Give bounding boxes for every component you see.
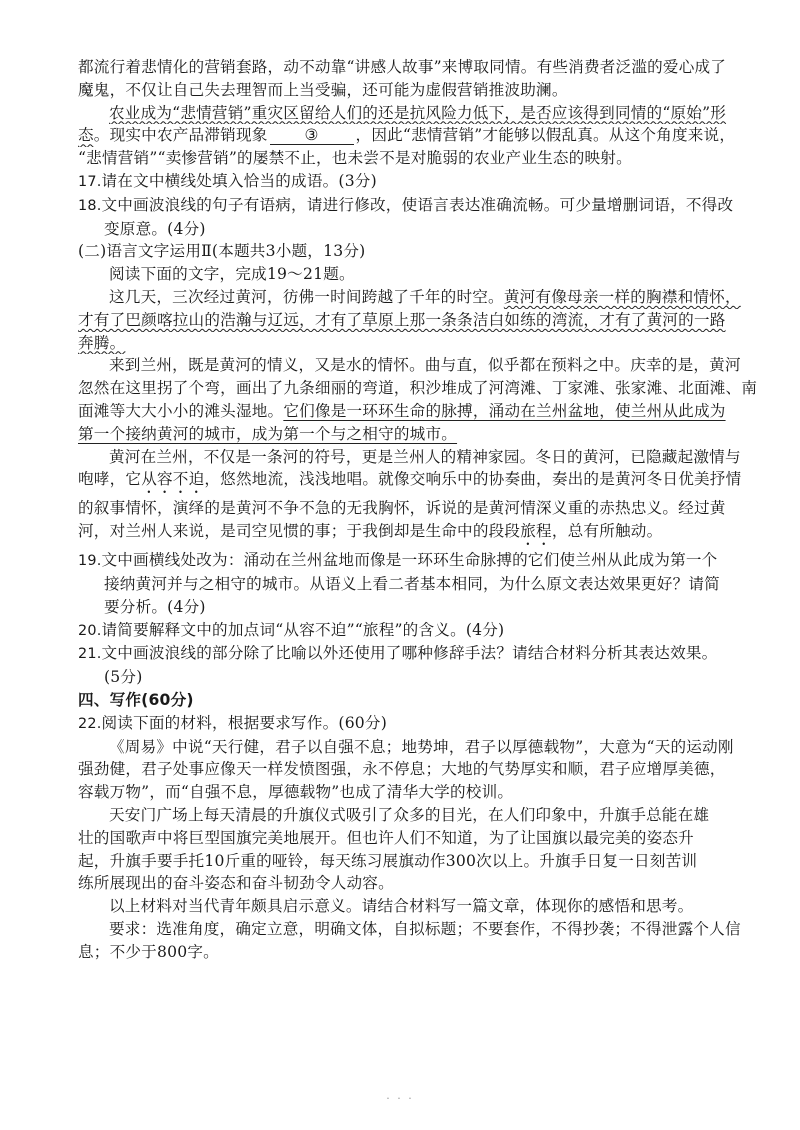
underlined-sentence: 它们像是一环环生命的脉搏，涌动在兰州盆地，使兰州从此成为 <box>283 401 726 420</box>
requirement-line: 息；不少于800字。 <box>78 942 219 961</box>
passage-line <box>78 468 772 497</box>
question-number: 20. <box>78 622 102 639</box>
question-text: 接纳黄河并与之相守的城市。从语义上看二者基本相同，为什么原文表达效果更好？请简 <box>104 574 720 593</box>
wavy-underlined-sentence: 黄河有像母亲一样的胸襟和情怀， <box>503 287 741 306</box>
question-number: 22. <box>78 715 102 732</box>
question-text: 请在文中横线处填入恰当的成语。(3分) <box>101 171 377 190</box>
passage-line <box>78 309 772 332</box>
section-intro: 阅读下面的文字，完成19～21题。 <box>109 265 355 284</box>
question-text: 变原意。(4分) <box>104 219 206 238</box>
material-line: 以上材料对当代青年颇具启示意义。请结合材料写一篇文章，体现你的感悟和思考。 <box>109 897 694 916</box>
text-span: 这几天，三次经过黄河，彷佛一时间跨越了千年的时空。 <box>109 287 504 306</box>
requirement-line: 要求：选准角度，确定立意，明确文体，自拟标题；不要套作，不得抄袭；不得泄露个人信 <box>109 919 741 938</box>
wavy-underlined-sentence: 农业成为“悲情营销”重灾区留给人们的还是抗风险力低下，是否应该得到同情的“原始”形 <box>109 103 727 122</box>
material-line: 壮的国歌声中将巨型国旗完美地展开。但也许人们不知道，为了让国旗以最完美的姿态升 <box>78 828 694 847</box>
passage-line: 来到兰州，既是黄河的情义，又是水的情怀。曲与直，似乎都在预料之中。庆幸的是，黄河 <box>109 356 741 375</box>
question-number: 18. <box>78 197 102 214</box>
text-line: “悲情营销”“卖惨营销”的屡禁不止，也未尝不是对脆弱的农业产业生态的映射。 <box>78 149 632 168</box>
question-text: 请简要解释文中的加点词“从容不迫”“旅程”的含义。(4分) <box>101 620 505 639</box>
question-text: 文中画波浪线的句子有语病，请进行修改，使语言表达准确流畅。可少量增删词语，不得改 <box>101 195 734 214</box>
question-19 <box>78 549 772 573</box>
passage-line <box>78 400 772 423</box>
passage-line <box>78 423 772 446</box>
passage-line: 忽然在这里拐了个弯，画出了九条细丽的弯道，积沙堆成了河湾滩、丁家滩、张家滩、北面滩、南 <box>78 379 758 398</box>
text-line <box>78 102 772 125</box>
page-number-mark: · · · <box>386 1092 414 1105</box>
text-span: 。现实中农产品滞销现象 <box>93 126 268 145</box>
question-text: (5分) <box>104 668 143 687</box>
question-21 <box>78 642 772 666</box>
passage-line: 的叙事情怀，演绎的是黄河不争不急的无我胸怀，诉说的是黄河情深义重的赤热忠义。经过黄 <box>78 499 726 518</box>
text-span: ，因此“悲情营销”才能够以假乱真。从这个角度来说， <box>355 126 736 145</box>
question-20 <box>78 619 772 643</box>
passage-line: 黄河在兰州，不仅是一条河的符号，更是兰州人的精神家园。冬日的黄河，已隐藏起激情与 <box>109 447 741 466</box>
text-span: 面滩等大大小小的滩头湿地。 <box>78 401 284 420</box>
text-line <box>78 124 772 147</box>
section-title: 四、写作(60分) <box>78 690 194 709</box>
passage-line <box>78 332 772 355</box>
section-title: (二)语言文字运用Ⅱ(本题共3小题，13分) <box>78 242 366 261</box>
question-22 <box>78 712 772 736</box>
question-18 <box>78 194 772 218</box>
wavy-underlined-sentence: 才有了巴颜喀拉山的浩瀚与辽远，才有了草原上那一条条洁白如练的湾流，才有了黄河的一路 <box>78 310 726 329</box>
text-line: 魔鬼，不仅让自己失去理智而上当受骗，还可能为虚假营销推波助澜。 <box>78 80 568 99</box>
question-text: 文中画横线处改为：涌动在兰州盆地而像是一环环生命脉搏的它们使兰州从此成为第一个 <box>101 551 718 570</box>
dotted-keyword: 旅程 <box>520 522 552 541</box>
passage-line <box>78 286 772 309</box>
material-line: 天安门广场上每天清晨的升旗仪式吸引了众多的目光，在人们印象中，升旗手总能在雄 <box>109 805 710 824</box>
material-line: 容载万物”，而“自强不息，厚德载物”也成了清华大学的校训。 <box>78 783 514 802</box>
fill-in-blank: ③ <box>270 126 354 145</box>
material-line: 练所展现出的奋斗姿态和奋斗韧劲令人动容。 <box>78 874 394 893</box>
question-number: 19. <box>78 553 102 570</box>
question-number: 17. <box>78 173 102 190</box>
material-line: 强劲健，君子处事应像天一样发愤图强，永不停息；大地的气势厚实和顺，君子应增厚美德， <box>78 760 726 779</box>
material-line: 《周易》中说“天行健，君子以自强不息；地势坤，君子以厚德载物”，大意为“天的运动刚 <box>109 737 734 756</box>
text-span: ，总有所触动。 <box>551 522 663 541</box>
question-17 <box>78 170 772 194</box>
text-span: 咆哮，它 <box>78 470 142 489</box>
question-text: 阅读下面的材料，根据要求写作。(60分) <box>101 713 388 732</box>
dotted-keyword: 从容不迫 <box>141 470 205 489</box>
question-number: 21. <box>78 646 102 663</box>
wavy-underlined-sentence: 态 <box>78 126 94 145</box>
question-text: 要分析。(4分) <box>104 597 206 616</box>
material-line: 起，升旗手要手托10斤重的哑铃，每天练习展旗动作300次以上。升旗手日复一日刻苦训 <box>78 851 698 870</box>
passage-line <box>78 520 772 549</box>
underlined-sentence: 第一个接纳黄河的城市，成为第一个与之相守的城市。 <box>78 424 458 443</box>
text-span: 河，对兰州人来说，是司空见惯的事；于我倒却是生命中的段段 <box>78 522 521 541</box>
question-text: 文中画波浪线的部分除了比喻以外还使用了哪种修辞手法？请结合材料分析其表达效果。 <box>101 644 718 663</box>
text-span: ，悠然地流，浅浅地唱。就像交响乐中的协奏曲，奏出的是黄河冬日优美抒情 <box>204 470 742 489</box>
wavy-underlined-sentence: 奔腾。 <box>78 333 126 352</box>
text-line: 都流行着悲情化的营销套路，动不动靠“讲感人故事”来博取同情。有些消费者泛滥的爱心成了 <box>78 58 727 76</box>
